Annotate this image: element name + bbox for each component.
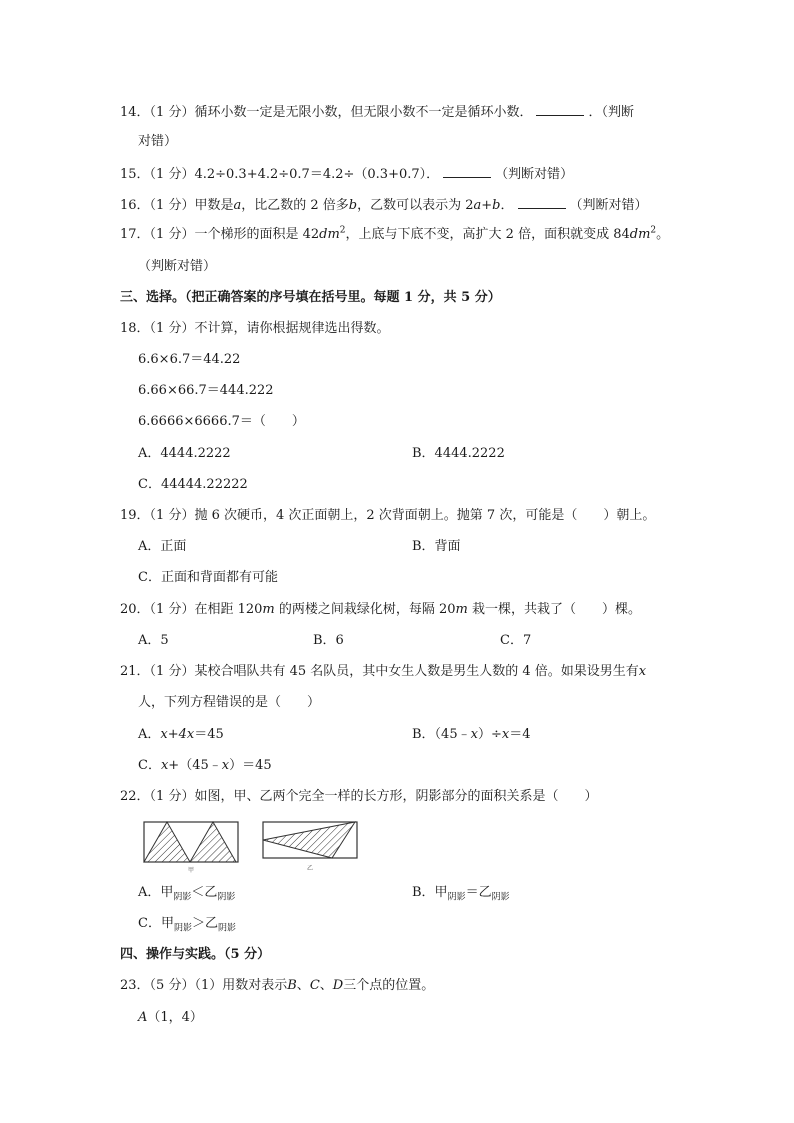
point-d: D: [332, 978, 344, 993]
section-heading-3: 三、选择。（把正确答案的序号填在括号里。每题 1 分，共 5 分）: [120, 290, 501, 305]
option-a[interactable]: A．正面: [138, 539, 187, 554]
question-text: 的两楼之间栽绿化树，每隔 20: [274, 602, 456, 617]
variable-x: x: [470, 727, 478, 742]
question-text: （1）用数对表示: [194, 978, 288, 993]
question-score: （1 分）: [149, 227, 195, 242]
question-text: 不计算，请你根据规律选出得数。: [194, 321, 390, 336]
option-c[interactable]: C．正面和背面都有可能: [138, 570, 278, 585]
question-text: 栽一棵，共栽了（ ）棵。: [467, 602, 642, 617]
question-number: 19．: [120, 508, 150, 523]
figure-label: 甲: [187, 867, 195, 874]
option-b[interactable]: B．6: [313, 633, 344, 648]
question-18: [120, 320, 389, 338]
question-19: [120, 507, 655, 525]
question-score: （1 分）: [149, 508, 195, 523]
variable-x: x: [160, 758, 169, 773]
pattern-line-3: 6.6666×6666.7＝（ ）: [138, 414, 305, 429]
option-text: A．甲: [138, 885, 174, 900]
question-text: ，乙数可以表示为 2: [357, 198, 474, 213]
question-number: 21．: [120, 664, 150, 679]
point-a-coordinate: [138, 1009, 203, 1027]
question-text: 如图，甲、乙两个完全一样的长方形，阴影部分的面积关系是（ ）: [194, 789, 598, 804]
subscript: 阴影: [217, 892, 236, 903]
question-score: （1 分）: [149, 105, 195, 120]
subscript: 阴影: [217, 923, 236, 934]
equation: ）÷: [477, 727, 502, 742]
question-score: （5 分）: [149, 978, 195, 993]
shaded-triangle: [144, 822, 190, 862]
figure-jia: [141, 819, 241, 875]
equation: ＝4: [509, 727, 531, 742]
point-c: C: [309, 978, 320, 993]
unit-m: m: [455, 602, 468, 617]
question-text: ，上底与下底不变，高扩大 2 倍，面积就变成 84: [345, 227, 630, 242]
option-c[interactable]: [138, 757, 272, 775]
question-21-continuation: 人，下列方程错误的是（ ）: [138, 695, 321, 710]
variable-b: b: [348, 198, 358, 213]
point-a: A: [138, 1010, 148, 1025]
equation: x+4x: [160, 727, 195, 742]
question-17: [120, 226, 669, 244]
separator: 、: [296, 978, 310, 993]
variable-x: x: [501, 727, 510, 742]
separator: 、: [319, 978, 333, 993]
figure-label: 乙: [306, 865, 314, 872]
question-text: 在相距 120: [194, 602, 263, 617]
question-23: [120, 977, 434, 995]
figure-yi: [260, 819, 360, 875]
question-14: [120, 102, 634, 122]
question-text: 某校合唱队共有 45 名队员，其中女生人数是男生人数的 4 倍。如果设男生有: [194, 664, 639, 679]
option-label: B．（45﹣: [412, 727, 471, 742]
question-number: 22．: [120, 789, 150, 804]
equation: ＝45: [194, 727, 224, 742]
variable-a: a: [233, 198, 242, 213]
question-22: [120, 788, 597, 806]
unit-exponent: 2: [650, 225, 657, 236]
question-17-continuation: （判断对错）: [138, 259, 217, 274]
unit-dm: dm: [319, 227, 340, 242]
option-text: ＜乙: [191, 885, 218, 900]
equation: ）＝45: [229, 758, 272, 773]
subscript: 阴影: [173, 892, 192, 903]
equation: +（45﹣: [168, 758, 222, 773]
subscript: 阴影: [173, 923, 192, 934]
question-score: （1 分）: [149, 167, 195, 182]
unit-dm: dm: [629, 227, 651, 242]
question-number: 17．: [120, 227, 150, 242]
option-label: C．: [138, 758, 161, 773]
question-text: 循环小数一定是无限小数，但无限小数不一定是循环小数．: [194, 105, 533, 120]
point-b: B: [287, 978, 297, 993]
question-suffix: ．（判断: [588, 105, 634, 120]
question-number: 20．: [120, 602, 150, 617]
shaded-triangle: [263, 822, 355, 858]
subscript: 阴影: [447, 892, 466, 903]
question-number: 16．: [120, 198, 150, 213]
pattern-line-2: 6.66×66.7＝444.222: [138, 383, 274, 398]
pattern-line-1: 6.6×6.7＝44.22: [138, 352, 241, 367]
unit-exponent: 2: [339, 225, 346, 236]
option-a[interactable]: A．4444.2222: [138, 446, 231, 461]
coordinate: （1，4）: [147, 1010, 203, 1025]
shaded-triangle: [190, 822, 236, 862]
question-text: ，比乙数的 2 倍多: [241, 198, 349, 213]
option-text: ＞乙: [191, 916, 218, 931]
question-suffix: （判断对错）: [495, 167, 574, 182]
question-text: ．: [500, 198, 514, 213]
question-text: 三个点的位置。: [343, 978, 435, 993]
question-number: 15．: [120, 167, 150, 182]
question-21: [120, 663, 646, 681]
option-a[interactable]: [138, 884, 235, 902]
question-15: [120, 164, 573, 184]
question-text: 4.2÷0.3+4.2÷0.7＝4.2÷（0.3+0.7）．: [194, 167, 440, 182]
option-a[interactable]: A．5: [138, 633, 169, 648]
question-score: （1 分）: [149, 198, 195, 213]
option-b[interactable]: B．4444.2222: [412, 446, 505, 461]
option-text: B．甲: [412, 885, 448, 900]
option-b[interactable]: [412, 884, 510, 902]
unit-m: m: [262, 602, 275, 617]
expression: a+b: [473, 198, 501, 213]
question-score: （1 分）: [149, 789, 195, 804]
question-text: 抛 6 次硬币，4 次正面朝上，2 次背面朝上。抛第 7 次，可能是（ ）朝上。: [194, 508, 656, 523]
variable-x: x: [638, 664, 647, 679]
option-c[interactable]: [138, 915, 236, 933]
option-a[interactable]: [138, 726, 224, 744]
option-text: C．甲: [138, 916, 174, 931]
option-c[interactable]: C．7: [500, 633, 532, 648]
answer-blank[interactable]: [443, 164, 491, 178]
answer-blank[interactable]: [518, 195, 566, 209]
question-number: 18．: [120, 321, 150, 336]
option-label: A．: [138, 727, 161, 742]
option-b[interactable]: B．背面: [412, 539, 461, 554]
question-number: 23．: [120, 978, 150, 993]
question-14-continuation: 对错）: [138, 134, 178, 149]
subscript: 阴影: [491, 892, 510, 903]
section-heading-4: 四、操作与实践。（5 分）: [120, 947, 271, 962]
option-text: ＝乙: [465, 885, 492, 900]
question-16: [120, 195, 648, 215]
question-suffix: （判断对错）: [569, 198, 648, 213]
question-text: 一个梯形的面积是 42: [194, 227, 320, 242]
option-b[interactable]: [412, 726, 530, 744]
question-score: （1 分）: [149, 664, 195, 679]
question-score: （1 分）: [149, 321, 195, 336]
question-score: （1 分）: [149, 602, 195, 617]
question-text: 。: [656, 227, 670, 242]
option-c[interactable]: C．44444.22222: [138, 477, 248, 492]
question-20: [120, 601, 641, 619]
question-text: 甲数是: [194, 198, 234, 213]
variable-x: x: [221, 758, 230, 773]
question-number: 14．: [120, 105, 150, 120]
answer-blank[interactable]: [536, 102, 584, 116]
